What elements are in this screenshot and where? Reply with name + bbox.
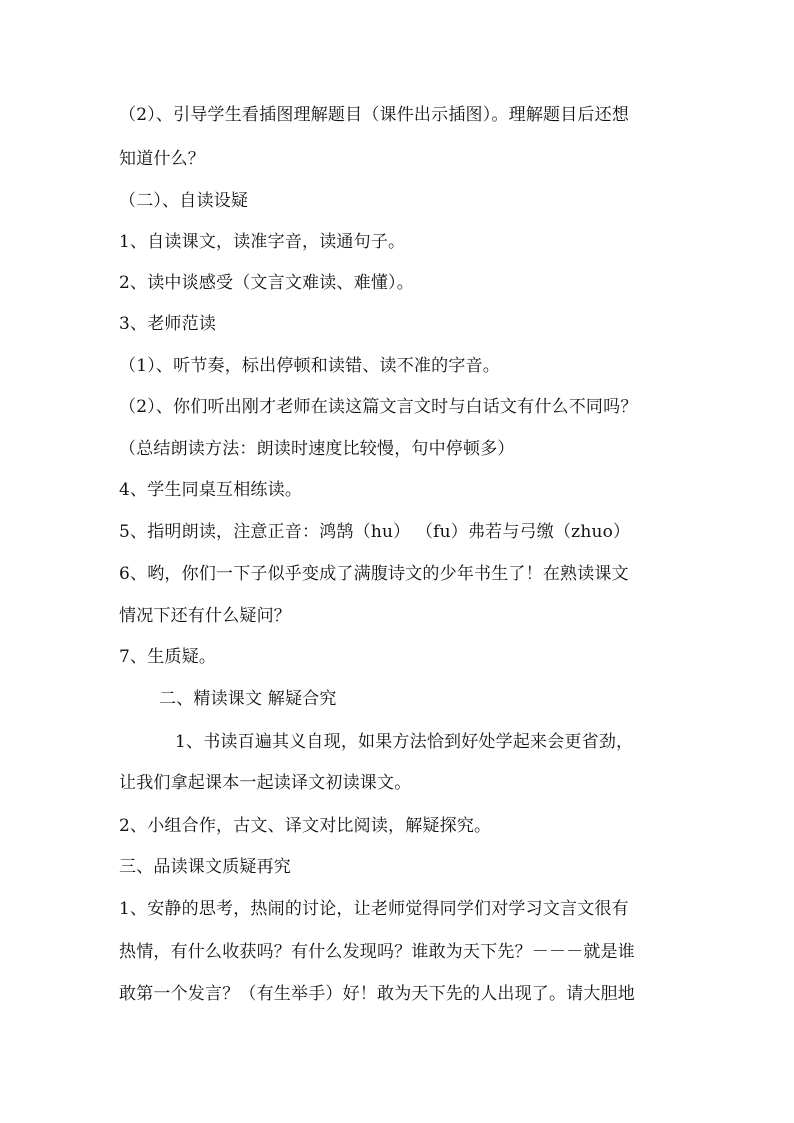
text-line: 6、哟，你们一下子似乎变成了满腹诗文的少年书生了！在熟读课文 [119,564,629,584]
section-heading: （二）、自读设疑 [119,191,249,211]
text-line: （2）、你们听出刚才老师在读这篇文言文时与白话文有什么不同吗？ [119,397,638,417]
text-line: 5、指明朗读，注意正音：鸿鹄（hu） （fu）弗若与弓缴（zhuo） [119,522,631,542]
text-line: 情况下还有什么疑问？ [119,606,291,626]
text-line: 4、学生同桌互相练读。 [119,480,303,500]
text-line: 2、读中谈感受（文言文难读、难懂）。 [119,273,414,293]
section-heading: 二、精读课文 解疑合究 [159,689,337,709]
text-line: 2、小组合作，古文、译文对比阅读，解疑探究。 [119,816,492,836]
text-line: 知道什么？ [119,149,205,169]
text-line: （1）、听节奏，标出停顿和读错、读不准的字音。 [119,356,500,376]
text-line: 敢第一个发言？（有生举手）好！敢为天下先的人出现了。请大胆地 [119,984,635,1004]
text-line: 1、安静的思考，热闹的讨论，让老师觉得同学们对学习文言文很有 [119,899,629,919]
text-line: （总结朗读方法：朗读时速度比较慢，句中停顿多） [119,439,515,459]
text-line: 7、生质疑。 [119,647,217,667]
text-line: （2）、引导学生看插图理解题目（课件出示插图）。理解题目后还想 [119,105,630,125]
section-heading: 三、品读课文质疑再究 [119,857,291,877]
text-line: 3、老师范读 [119,314,217,334]
text-line: 1、书读百遍其义自现，如果方法恰到好处学起来会更省劲， [175,732,634,752]
text-line: 热情，有什么收获吗？有什么发现吗？谁敢为天下先？－－－就是谁 [119,942,635,962]
text-line: 让我们拿起课本一起读译文初读课文。 [119,773,412,793]
text-line: 1、自读课文，读准字音，读通句子。 [119,232,406,252]
